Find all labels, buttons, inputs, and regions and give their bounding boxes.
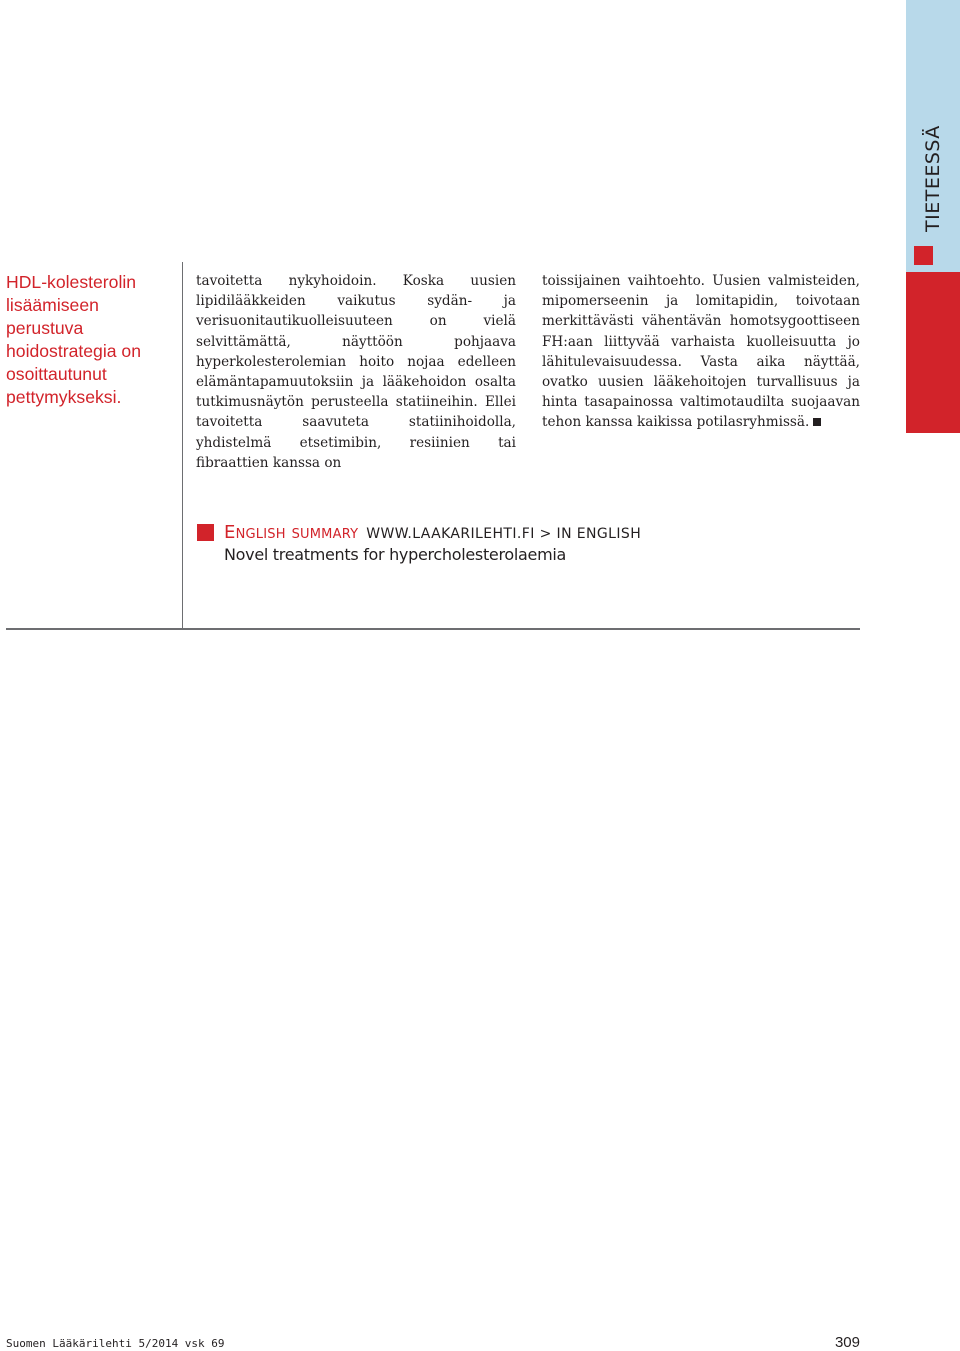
end-of-article-square-icon bbox=[813, 418, 821, 426]
section-tab-label: TIETEESSÄ bbox=[922, 125, 944, 232]
column-divider bbox=[182, 262, 183, 628]
english-summary-label: English summary bbox=[224, 522, 359, 543]
section-tab-square-icon bbox=[914, 246, 933, 265]
section-tab-lower-band bbox=[906, 272, 960, 433]
english-summary-square-icon bbox=[197, 524, 214, 541]
pull-quote: HDL-kolesterolin lisäämiseen perustuva hoidostrategia on osoittautunut pettymykseksi. bbox=[6, 272, 141, 407]
body-column-2 bbox=[542, 271, 860, 433]
english-summary-title: Novel treatments for hypercholesterolaemia bbox=[224, 545, 567, 564]
body-column-1: tavoitetta nykyhoidoin. Koska uusien lipidilääkkeiden vaikutus sydän- ja verisuonitautikuolleisuuteen on vielä selvittämättä, näyttöön pohjaava hyperkolesterolemian hoito nojaa edelleen elämäntapamuutoksiin ja lääkehoidon osalta tutkimusnäytön perusteella statiineihin. Ellei tavoitetta saavuteta statiinihoidolla, yhdistelmä etsetimibin, resiinien tai fibraattien kanssa on bbox=[196, 273, 516, 471]
english-summary-link[interactable]: WWW.LAAKARILEHTI.FI > IN ENGLISH bbox=[366, 526, 642, 542]
body-column-2-text: toissijainen vaihtoehto. Uusien valmisteiden, mipomerseenin ja lomitapidin, toivotaan merkittävästi vähentävän homotsygoottiseen FH:aan liittyvää varhaista kuolleisuutta jo lähitulevaisuudessa. Vasta aika näyttää, ovatko uusien lääkehoitojen turvallisuus ja hinta tasapainossa valtimotaudilta suojaavan tehon kanssa kaikissa potilasryhmissä. bbox=[542, 273, 860, 431]
footer-journal-info: Suomen Lääkärilehti 5/2014 vsk 69 bbox=[6, 1337, 225, 1350]
english-summary-heading bbox=[224, 522, 641, 545]
page-number: 309 bbox=[834, 1334, 860, 1351]
footer-rule bbox=[6, 628, 860, 630]
